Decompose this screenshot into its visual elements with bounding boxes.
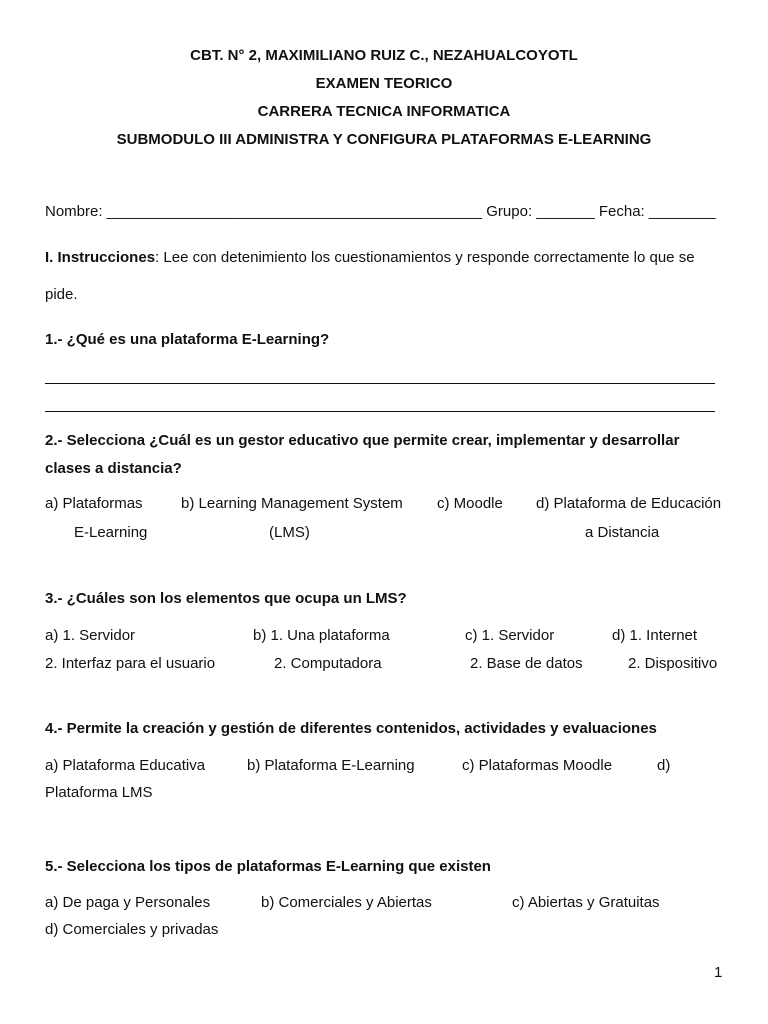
answer-line-1 (45, 383, 715, 384)
q2-option-d-line2: a Distancia (585, 524, 660, 541)
question-4: 4.- Permite la creación y gestión de diferentes contenidos, actividades y evaluaciones (45, 720, 657, 737)
q2-option-a-line2: E-Learning (74, 524, 148, 541)
q4-option-d-text: Plataforma LMS (45, 784, 153, 801)
instructions-line1 (45, 249, 695, 266)
q5-option-a: a) De paga y Personales (45, 894, 211, 911)
question-3: 3.- ¿Cuáles son los elementos que ocupa un LMS? (45, 590, 407, 607)
q4-option-a: a) Plataforma Educativa (45, 757, 206, 774)
question-2-line2: clases a distancia? (45, 460, 182, 477)
q4-option-b: b) Plataforma E-Learning (247, 757, 415, 774)
q2-option-b-line1: b) Learning Management System (181, 495, 403, 512)
q5-option-c: c) Abiertas y Gratuitas (512, 894, 660, 911)
instructions-line2: pide. (45, 286, 78, 303)
q2-option-a-line1: a) Plataformas (45, 495, 143, 512)
q3-option-c-2: 2. Base de datos (470, 655, 583, 672)
answer-line-2 (45, 411, 715, 412)
q3-option-b-2: 2. Computadora (274, 655, 382, 672)
q3-option-b-1: b) 1. Una plataforma (253, 627, 390, 644)
instructions-label: I. Instrucciones (45, 249, 156, 266)
q3-option-a-2: 2. Interfaz para el usuario (45, 655, 216, 672)
q2-option-c: c) Moodle (437, 495, 503, 512)
header-school: CBT. N° 2, MAXIMILIANO RUIZ C., NEZAHUALCOYOTL (190, 47, 578, 64)
question-2-line1: 2.- Selecciona ¿Cuál es un gestor educativo que permite crear, implementar y desarrollar (45, 432, 680, 449)
question-1: 1.- ¿Qué es una plataforma E-Learning? (45, 331, 330, 348)
q5-option-b: b) Comerciales y Abiertas (261, 894, 432, 911)
q4-option-c: c) Plataformas Moodle (462, 757, 613, 774)
q3-option-d-1: d) 1. Internet (612, 627, 698, 644)
header-submodule: SUBMODULO III ADMINISTRA Y CONFIGURA PLATAFORMAS E-LEARNING (116, 131, 652, 148)
q3-option-d-2: 2. Dispositivo (628, 655, 718, 672)
q4-option-d-label: d) (657, 757, 671, 774)
header-career: CARRERA TECNICA INFORMATICA (257, 103, 511, 120)
q5-option-d: d) Comerciales y privadas (45, 921, 219, 938)
q2-option-b-line2: (LMS) (269, 524, 310, 541)
q3-option-c-1: c) 1. Servidor (465, 627, 555, 644)
page-number: 1 (714, 964, 723, 981)
q2-option-d-line1: d) Plataforma de Educación (536, 495, 722, 512)
student-fields-line: Nombre: _____________________________________________ Grupo: _______ Fecha: ________ (45, 203, 716, 220)
question-5: 5.- Selecciona los tipos de plataformas E-Learning que existen (45, 858, 491, 875)
header-exam-title: EXAMEN TEORICO (315, 75, 453, 92)
q3-option-a-1: a) 1. Servidor (45, 627, 136, 644)
instructions-text: : Lee con detenimiento los cuestionamientos y responde correctamente lo que se (155, 249, 695, 266)
